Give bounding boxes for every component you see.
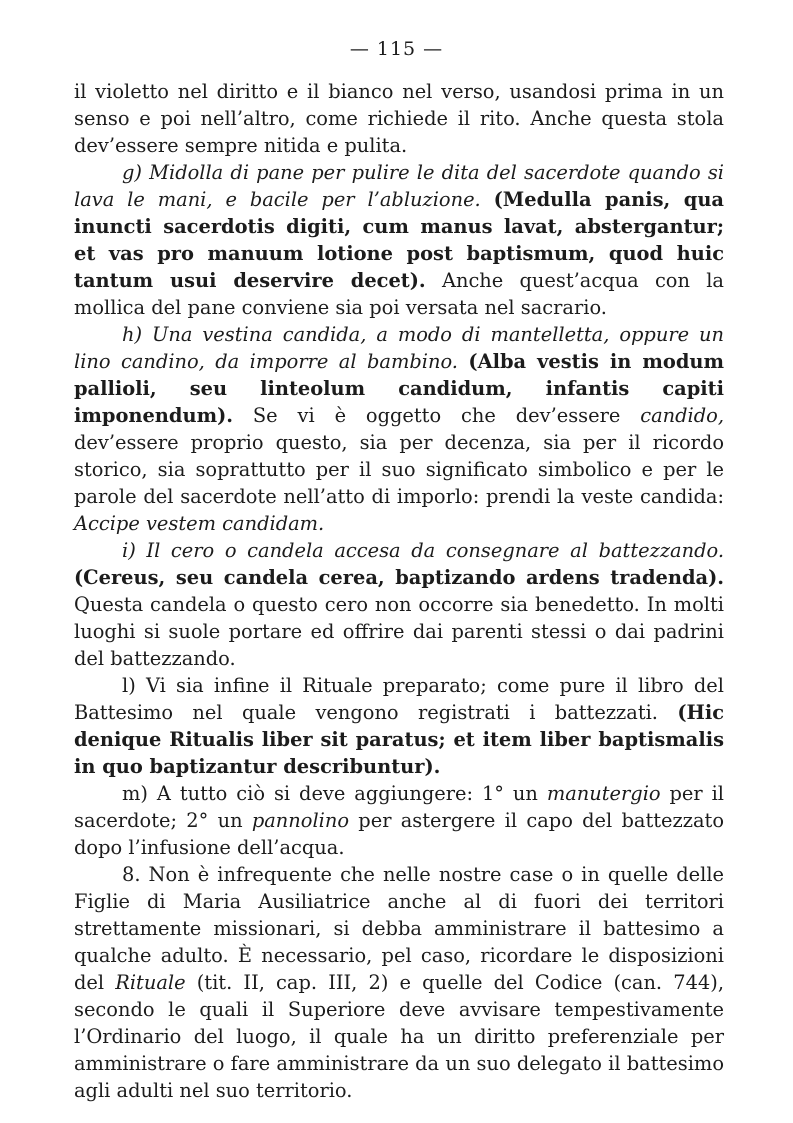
paragraph-text: Rituale [115, 971, 186, 994]
paragraph-text: (Hic denique Ritualis liber sit paratus; et item liber baptismalis in quo baptizantur describuntur). [74, 701, 724, 778]
paragraph [74, 78, 724, 159]
paragraph [74, 537, 724, 672]
paragraph [74, 321, 724, 537]
paragraph-text: Accipe vestem candidam. [74, 512, 325, 535]
paragraph [74, 672, 724, 780]
paragraph-text: pannolino [251, 809, 350, 832]
paragraph-text: 8. Non è infrequente che nelle nostre case o in quelle delle Figlie di Maria Ausiliatrice anche al di fuori dei territori strettamente missionari, si debba amministrare il battesimo a qualche adulto. È necessario, pel caso, ricordare le disposizioni del [74, 863, 724, 994]
paragraph [74, 159, 724, 321]
paragraph-text: (Medulla panis, qua inuncti sacerdotis digiti, cum manus lavat, abstergantur; et vas pro manuum lotione post baptismum, quod huic tantum usui deservire decet). [74, 188, 724, 292]
paragraph-text: (Alba vestis in modum pallioli, seu linteolum candidum, infantis capiti imponendum). [74, 350, 724, 427]
paragraph-text: Anche quest’acqua con la mollica del pane conviene sia poi versata nel sacrario. [74, 269, 724, 319]
paragraph-text: candido, [640, 404, 724, 427]
paragraph-text: l) Vi sia infine il Rituale preparato; come pure il libro del Battesimo nel quale vengono registrati i battezzati. [74, 674, 724, 724]
paragraph-text: Questa candela o questo cero non occorre sia benedetto. In molti luoghi si suole portare ed offrire dai parenti stessi o dai padrini del battezzando. [74, 593, 724, 670]
paragraph-text: h) Una vestina candida, a modo di mantelletta, oppure un lino candino, da imporre al bambino. [74, 323, 724, 373]
paragraph-text: (Cereus, seu candela cerea, baptizando ardens tradenda). [74, 566, 724, 589]
page-body [74, 78, 724, 1104]
paragraph-text: m) A tutto ciò si deve aggiungere: 1° un [122, 782, 547, 805]
paragraph-text: i) Il cero o candela accesa da consegnare al battezzando. [122, 539, 724, 562]
paragraph-text: per il sacerdote; 2° un [74, 782, 725, 832]
paragraph-text: manutergio [546, 782, 661, 805]
paragraph-text: il violetto nel diritto e il bianco nel verso, usandosi prima in un senso e poi nell’altro, come richiede il rito. Anche questa stola dev’essere sempre nitida e pulita. [74, 80, 724, 157]
paragraph-text: (tit. II, cap. III, 2) e quelle del Codice (can. 744), secondo le quali il Superiore deve avvisare tempestivamente l’Ordinario del luogo, il quale ha un diritto preferenziale per amministrare o fare amministrare da un suo delegato il battesimo agli adulti nel suo territorio. [74, 971, 724, 1102]
paragraph [74, 780, 724, 861]
paragraph-text: per astergere il capo del battezzato dopo l’infusione dell’acqua. [74, 809, 724, 859]
page-number-header: — 115 — [349, 38, 444, 60]
paragraph [74, 861, 724, 1104]
paragraph-text: Se vi è oggetto che dev’essere [233, 404, 641, 427]
paragraph-text: dev’essere proprio questo, sia per decenza, sia per il ricordo storico, sia soprattutto per il suo significato simbolico e per le parole del sacerdote nell’atto di imporlo: prendi la veste candida: [74, 431, 724, 508]
paragraph-text: g) Midolla di pane per pulire le dita del sacerdote quando si lava le mani, e bacile per l’abluzione. [74, 161, 724, 211]
